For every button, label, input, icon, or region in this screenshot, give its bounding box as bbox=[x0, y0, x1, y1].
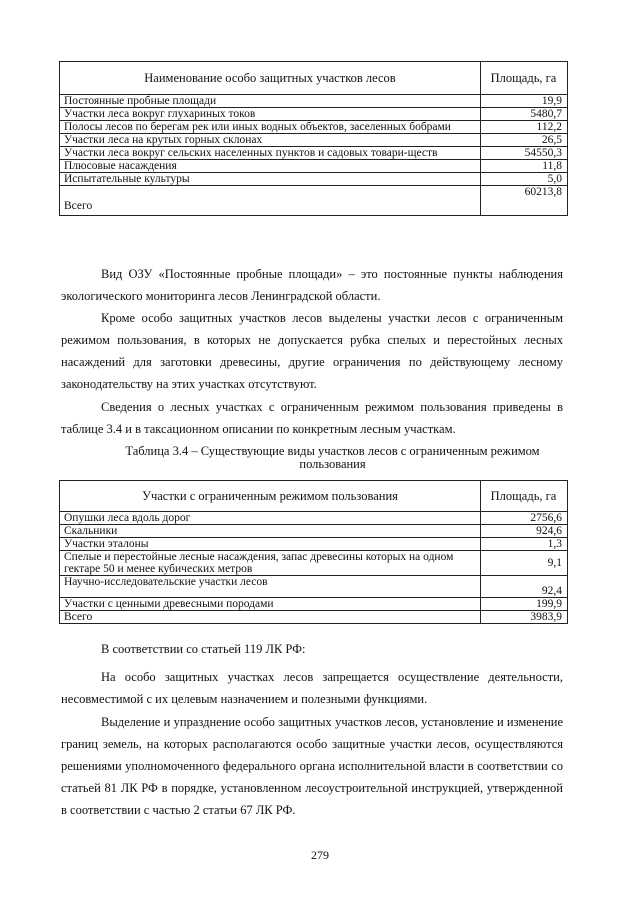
table-row bbox=[60, 121, 568, 134]
paragraph-restricted-use: Кроме особо защитных участков лесов выделены участки лесов с ограниченным режимом пользования, в которых не допускается рубка спелых и перестойных лесных насаждений для заготовки древесины, другие ограничения по действующему лесному законодательству на этих участках отсутствуют. bbox=[61, 311, 563, 391]
row-name: Научно-исследовательские участки лесов bbox=[60, 576, 481, 598]
row-value: 3983,9 bbox=[481, 611, 568, 624]
row-value: 54550,3 bbox=[481, 147, 568, 160]
table-row bbox=[60, 134, 568, 147]
row-name: Опушки леса вдоль дорог bbox=[60, 512, 481, 525]
table2-header-area: Площадь, га bbox=[481, 481, 568, 512]
table-row bbox=[60, 525, 568, 538]
row-value: 5480,7 bbox=[481, 108, 568, 121]
row-name: Участки с ценными древесными породами bbox=[60, 598, 481, 611]
table-row bbox=[60, 598, 568, 611]
row-name: Плюсовые насаждения bbox=[60, 160, 481, 173]
table2-header-name: Участки с ограниченным режимом пользования bbox=[60, 481, 481, 512]
row-name: Участки леса вокруг сельских населенных пунктов и садовых товари-ществ bbox=[60, 147, 481, 160]
row-name: Испытательные культуры bbox=[60, 173, 481, 186]
row-name: Постоянные пробные площади bbox=[60, 95, 481, 108]
row-value: 5,0 bbox=[481, 173, 568, 186]
row-name: Полосы лесов по берегам рек или иных водных объектов, заселенных бобрами bbox=[60, 121, 481, 134]
table-row bbox=[60, 173, 568, 186]
row-value: 26,5 bbox=[481, 134, 568, 147]
row-name: Участки леса вокруг глухариных токов bbox=[60, 108, 481, 121]
row-value: 60213,8 bbox=[481, 186, 568, 216]
page-number: 279 bbox=[311, 848, 329, 862]
paragraph-table-reference: Сведения о лесных участках с ограниченным режимом пользования приведены в таблице 3.4 и в таксационном описании по конкретным лесным участкам. bbox=[61, 400, 563, 436]
paragraph-prohibition: На особо защитных участках лесов запрещается осуществление деятельности, несовместимой с их целевым назначением и полезными функциями. bbox=[61, 670, 563, 706]
row-value: 112,2 bbox=[481, 121, 568, 134]
row-name: Скальники bbox=[60, 525, 481, 538]
table-row bbox=[60, 576, 568, 598]
row-value: 1,3 bbox=[481, 538, 568, 551]
row-value: 2756,6 bbox=[481, 512, 568, 525]
table-row bbox=[60, 551, 568, 576]
row-name: Участки эталоны bbox=[60, 538, 481, 551]
row-name: Спелые и перестойные лесные насаждения, запас древесины которых на одном гектаре 50 и менее кубических метров bbox=[60, 551, 481, 576]
table1-header-name: Наименование особо защитных участков лесов bbox=[60, 62, 481, 95]
row-value: 924,6 bbox=[481, 525, 568, 538]
table-row-total bbox=[60, 186, 568, 216]
table-row-total bbox=[60, 611, 568, 624]
table-row bbox=[60, 538, 568, 551]
table-caption: Таблица 3.4 – Существующие виды участков лесов с ограниченным режимом пользования bbox=[125, 444, 540, 471]
table-row bbox=[60, 95, 568, 108]
paragraph-ozu-description: Вид ОЗУ «Постоянные пробные площади» – это постоянные пункты наблюдения экологического мониторинга лесов Ленинградской области. bbox=[61, 267, 563, 303]
row-name: Участки леса на крутых горных склонах bbox=[60, 134, 481, 147]
table-row bbox=[60, 108, 568, 121]
table-row bbox=[60, 512, 568, 525]
table-forest-protective-areas bbox=[59, 61, 568, 216]
row-value: 199,9 bbox=[481, 598, 568, 611]
table-row bbox=[60, 160, 568, 173]
table-restricted-areas bbox=[59, 480, 568, 624]
row-value: 92,4 bbox=[481, 576, 568, 598]
paragraph-allocation: Выделение и упразднение особо защитных участков лесов, установление и изменение границ земель, на которых располагаются особо защитные участки лесов, осуществляются решениями уполномоченного федерального органа исполнительной власти в соответствии со статьей 81 ЛК РФ в порядке, установленном лесоустроительной инструкцией, утвержденной в соответствии с частью 2 статьи 67 ЛК РФ. bbox=[61, 715, 563, 817]
table1-header-area: Площадь, га bbox=[481, 62, 568, 95]
row-value: 19,9 bbox=[481, 95, 568, 108]
row-value: 9,1 bbox=[481, 551, 568, 576]
row-name: Всего bbox=[60, 611, 481, 624]
table-row bbox=[60, 147, 568, 160]
row-value: 11,8 bbox=[481, 160, 568, 173]
row-name: Всего bbox=[60, 186, 481, 216]
paragraph-article-119: В соответствии со статьей 119 ЛК РФ: bbox=[101, 642, 306, 656]
